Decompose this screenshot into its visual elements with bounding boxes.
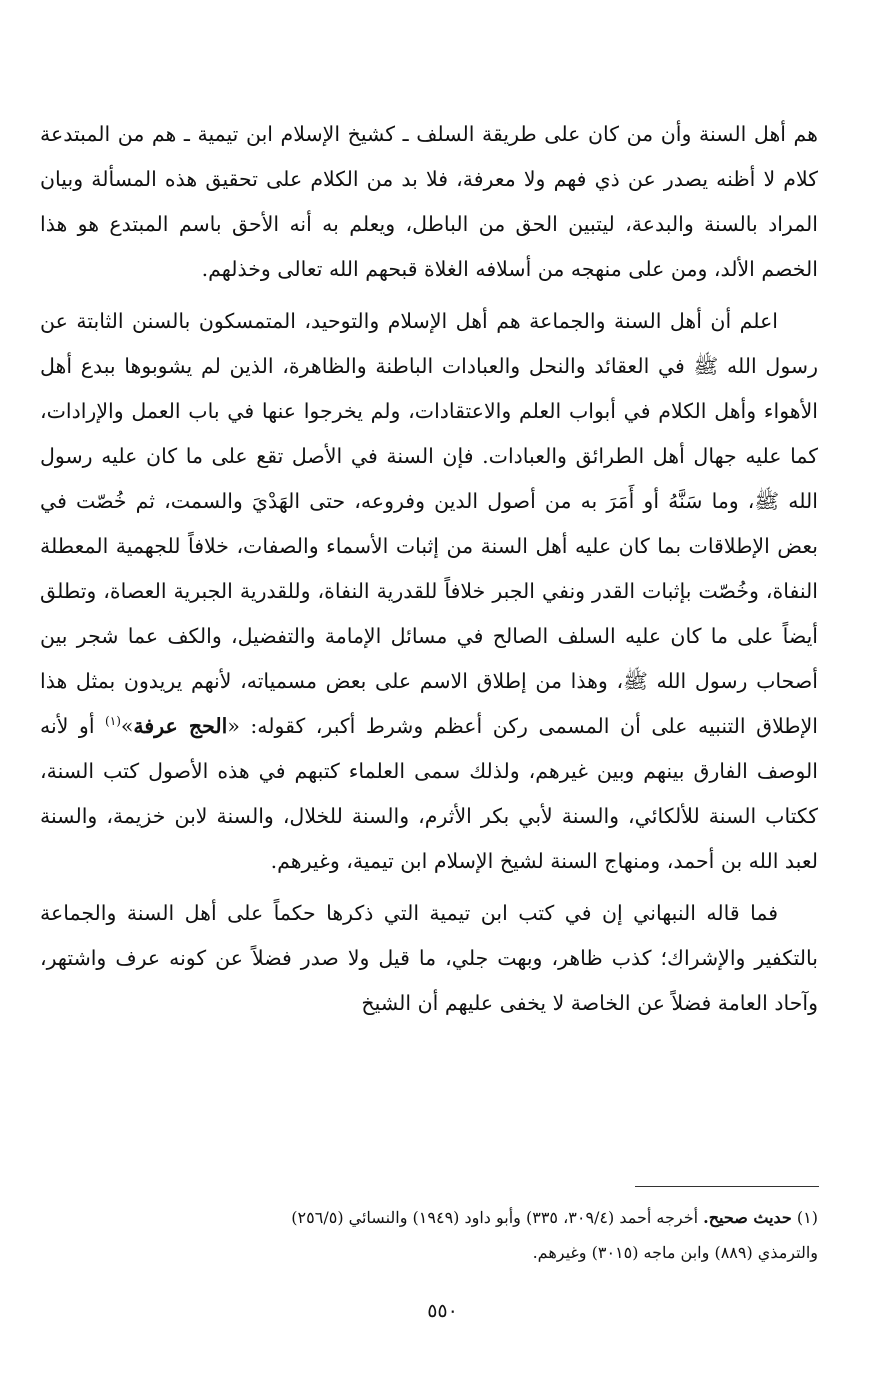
footnote-line-1 — [40, 1200, 818, 1235]
hadith-quote: الحج عرفة — [133, 714, 228, 738]
page-number: ٥٥٠ — [427, 1300, 458, 1322]
footnote-number: (١) — [796, 1208, 818, 1227]
footnote — [40, 1200, 818, 1270]
footnote-label: حديث صحيح. — [703, 1208, 792, 1227]
main-text — [40, 112, 818, 1026]
paragraph-2 — [40, 299, 818, 884]
footnote-divider — [635, 1186, 819, 1187]
footnote-reference[interactable]: (١) — [105, 714, 121, 729]
footnote-line-2: والترمذي (٨٨٩) وابن ماجه (٣٠١٥) وغيرهم. — [532, 1243, 818, 1262]
footnote-text-1: أخرجه أحمد (٣٠٩/٤، ٣٣٥) وأبو داود (١٩٤٩) والنسائي (٢٥٦/٥) — [291, 1208, 704, 1227]
paragraph-2-part-a: اعلم أن أهل السنة والجماعة هم أهل الإسلام والتوحيد، المتمسكون بالسنن الثابتة عن رسول الله ﷺ في العقائد والنحل والعبادات الباطنة والظاهرة، الذين لم يشوبوها ببدع أهل الأهواء وأهل الكلام في أبواب العلم والاعتقادات، ولم يخرجوا عنها في باب العمل والإرادات، كما عليه جهال أهل الطرائق والعبادات. فإن السنة في الأصل تقع على ما كان عليه رسول الله ﷺ، وما سَنَّهُ أو أَمَرَ به من أصول الدين وفروعه، حتى الهَدْيَ والسمت، ثم خُصّت في بعض الإطلاقات بما كان عليه أهل السنة من إثبات الأسماء والصفات، خلافاً للجهمية المعطلة النفاة، وخُصّت بإثبات القدر ونفي الجبر خلافاً للقدرية النفاة، وللقدرية الجبرية العصاة، وتطلق أيضاً على ما كان عليه السلف الصالح في مسائل الإمامة والتفضيل، والكف عما شجر بين أصحاب رسول الله ﷺ، وهذا من إطلاق الاسم على بعض مسمياته، لأنهم يريدون بمثل هذا الإطلاق التنبيه على أن المسمى ركن أعظم وشرط أكبر، كقوله: « — [40, 309, 818, 738]
paragraph-2-part-b: أو لأنه الوصف الفارق بينهم وبين غيرهم، ولذلك سمى العلماء كتبهم في هذه الأصول كتب السنة، ككتاب السنة للألكائي، والسنة لأبي بكر الأثرم، والسنة للخلال، والسنة لابن خزيمة، والسنة لعبد الله بن أحمد، ومنهاج السنة لشيخ الإسلام ابن تيمية، وغيرهم. — [40, 714, 818, 873]
hadith-close-quote: » — [120, 714, 134, 738]
paragraph-3: فما قاله النبهاني إن في كتب ابن تيمية التي ذكرها حكماً على أهل السنة والجماعة بالتكفير والإشراك؛ كذب ظاهر، وبهت جلي، ما قيل ولا صدر فضلاً عن كونه عرف واشتهر، وآحاد العامة فضلاً عن الخاصة لا يخفى عليهم أن الشيخ — [40, 901, 818, 1015]
paragraph-1: هم أهل السنة وأن من كان على طريقة السلف ـ كشيخ الإسلام ابن تيمية ـ هم من المبتدعة كلام لا أظنه يصدر عن ذي فهم ولا معرفة، فلا بد من الكلام على تحقيق هذه المسألة وبيان المراد بالسنة والبدعة، ليتبين الحق من الباطل، ويعلم به أنه الأحق باسم المبتدع هو هذا الخصم الألد، ومن على منهجه من أسلافه الغلاة قبحهم الله تعالى وخذلهم. — [40, 122, 818, 281]
